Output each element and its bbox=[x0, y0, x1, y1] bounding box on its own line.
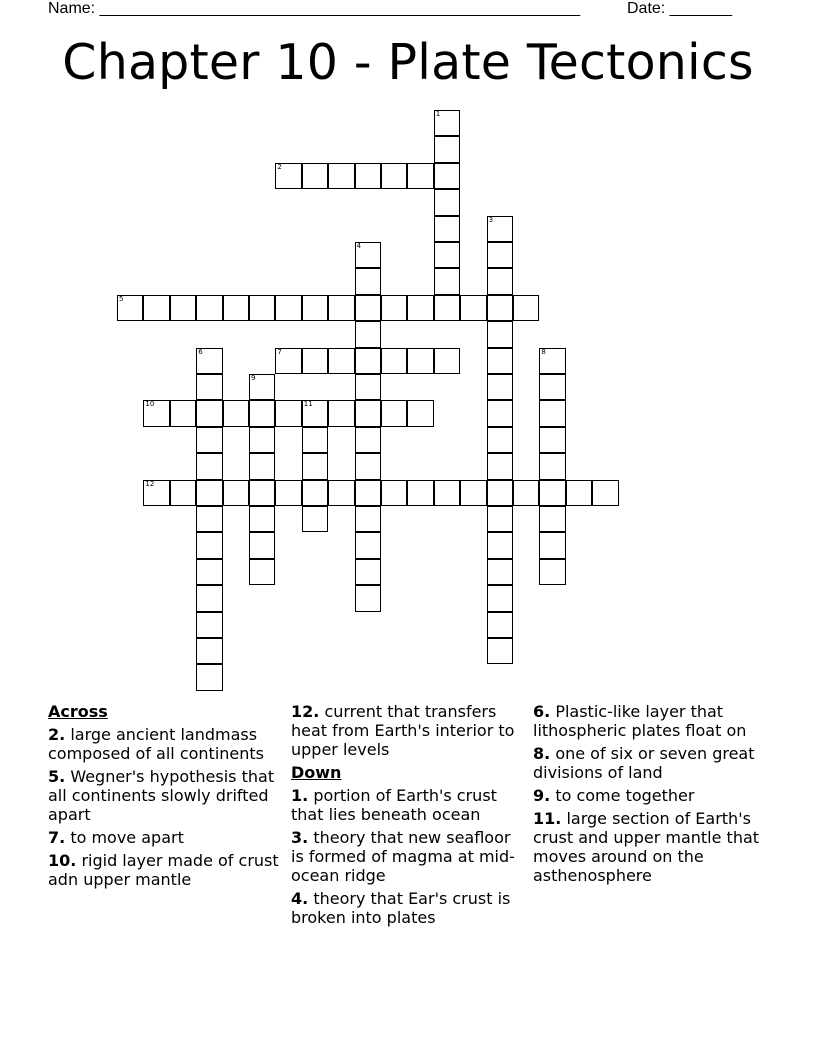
grid-cell[interactable] bbox=[434, 480, 460, 506]
clue-down-6: 6. Plastic-like layer that lithospheric plates float on bbox=[533, 702, 747, 740]
grid-cell[interactable] bbox=[249, 427, 275, 453]
grid-cell[interactable] bbox=[487, 348, 513, 374]
grid-cell[interactable] bbox=[302, 506, 328, 532]
grid-cell[interactable] bbox=[513, 480, 539, 506]
grid-cell[interactable] bbox=[355, 453, 381, 479]
grid-cell[interactable] bbox=[487, 585, 513, 611]
grid-cell[interactable] bbox=[196, 374, 222, 400]
grid-cell[interactable] bbox=[487, 374, 513, 400]
grid-cell[interactable] bbox=[196, 295, 222, 321]
clue-down-1: 1. portion of Earth's crust that lies beneath ocean bbox=[291, 786, 497, 824]
grid-cell[interactable] bbox=[407, 348, 433, 374]
grid-cell[interactable] bbox=[487, 612, 513, 638]
grid-cell[interactable] bbox=[249, 400, 275, 426]
grid-cell[interactable] bbox=[407, 163, 433, 189]
clue-column-1 bbox=[48, 702, 284, 893]
grid-cell[interactable] bbox=[407, 295, 433, 321]
name-label: Name: bbox=[48, 0, 96, 17]
grid-cell[interactable] bbox=[381, 295, 407, 321]
grid-cell[interactable] bbox=[275, 295, 301, 321]
grid-cell[interactable] bbox=[487, 295, 513, 321]
across-heading: Across bbox=[48, 702, 108, 721]
grid-cell[interactable] bbox=[487, 638, 513, 664]
grid-cell[interactable] bbox=[170, 295, 196, 321]
grid-cell[interactable] bbox=[355, 585, 381, 611]
grid-cell[interactable] bbox=[196, 612, 222, 638]
cell-number: 1 bbox=[435, 110, 441, 118]
date-line[interactable]: _______ bbox=[669, 0, 732, 17]
grid-cell[interactable] bbox=[355, 268, 381, 294]
grid-cell[interactable] bbox=[355, 321, 381, 347]
grid-cell[interactable] bbox=[487, 242, 513, 268]
grid-cell[interactable] bbox=[355, 242, 381, 268]
grid-cell[interactable] bbox=[223, 480, 249, 506]
grid-cell[interactable] bbox=[275, 400, 301, 426]
grid-cell[interactable] bbox=[460, 295, 486, 321]
grid-cell[interactable] bbox=[196, 453, 222, 479]
grid-cell[interactable] bbox=[328, 400, 354, 426]
grid-cell[interactable] bbox=[302, 400, 328, 426]
grid-cell[interactable] bbox=[381, 400, 407, 426]
cell-number: 2 bbox=[277, 162, 282, 171]
grid-cell[interactable] bbox=[592, 480, 618, 506]
grid-cell[interactable] bbox=[407, 400, 433, 426]
grid-cell[interactable] bbox=[117, 295, 143, 321]
grid-cell[interactable] bbox=[328, 295, 354, 321]
grid-cell[interactable] bbox=[302, 427, 328, 453]
grid-cell[interactable] bbox=[539, 427, 565, 453]
grid-cell[interactable] bbox=[249, 295, 275, 321]
grid-cell[interactable] bbox=[487, 321, 513, 347]
clue-down-3: 3. theory that new seafloor is formed of magma at mid-ocean ridge bbox=[291, 828, 515, 885]
grid-cell[interactable] bbox=[487, 506, 513, 532]
clue-column-3 bbox=[533, 702, 769, 889]
grid-cell[interactable] bbox=[196, 664, 222, 690]
cell-number: 12 bbox=[145, 479, 155, 488]
clue-across-2: 2. large ancient landmass composed of all continents bbox=[48, 725, 265, 763]
grid-cell[interactable] bbox=[487, 559, 513, 585]
grid-cell[interactable] bbox=[196, 506, 222, 532]
page-title: Chapter 10 - Plate Tectonics bbox=[62, 34, 754, 91]
grid-cell[interactable] bbox=[434, 189, 460, 215]
grid-cell[interactable] bbox=[434, 295, 460, 321]
grid-cell[interactable] bbox=[223, 295, 249, 321]
grid-cell[interactable] bbox=[328, 480, 354, 506]
grid-cell[interactable] bbox=[381, 163, 407, 189]
cell-number: 5 bbox=[119, 294, 124, 303]
cell-number: 7 bbox=[277, 347, 282, 356]
grid-cell[interactable] bbox=[355, 532, 381, 558]
cell-number: 3 bbox=[488, 215, 494, 224]
grid-cell[interactable] bbox=[196, 480, 222, 506]
grid-cell[interactable] bbox=[487, 268, 513, 294]
grid-cell[interactable] bbox=[566, 480, 592, 506]
grid-cell[interactable] bbox=[407, 480, 433, 506]
grid-cell[interactable] bbox=[302, 295, 328, 321]
clue-across-10: 10. rigid layer made of crust adn upper mantle bbox=[48, 851, 279, 889]
grid-cell[interactable] bbox=[539, 453, 565, 479]
grid-cell[interactable] bbox=[539, 374, 565, 400]
grid-cell[interactable] bbox=[143, 480, 169, 506]
cell-number: 6 bbox=[198, 347, 203, 356]
grid-cell[interactable] bbox=[487, 453, 513, 479]
grid-cell[interactable] bbox=[487, 532, 513, 558]
cell-number: 8 bbox=[541, 347, 546, 356]
grid-cell[interactable] bbox=[434, 110, 460, 136]
grid-cell[interactable] bbox=[355, 295, 381, 321]
grid-cell[interactable] bbox=[381, 348, 407, 374]
grid-cell[interactable] bbox=[302, 348, 328, 374]
grid-cell[interactable] bbox=[196, 585, 222, 611]
clue-column-2 bbox=[291, 702, 527, 931]
grid-cell[interactable] bbox=[487, 216, 513, 242]
grid-cell[interactable] bbox=[143, 400, 169, 426]
grid-cell[interactable] bbox=[275, 480, 301, 506]
grid-cell[interactable] bbox=[355, 400, 381, 426]
grid-cell[interactable] bbox=[355, 348, 381, 374]
grid-cell[interactable] bbox=[355, 374, 381, 400]
grid-cell[interactable] bbox=[328, 348, 354, 374]
grid-cell[interactable] bbox=[196, 427, 222, 453]
grid-cell[interactable] bbox=[355, 559, 381, 585]
grid-cell[interactable] bbox=[487, 427, 513, 453]
grid-cell[interactable] bbox=[275, 348, 301, 374]
grid-cell[interactable] bbox=[196, 638, 222, 664]
grid-cell[interactable] bbox=[170, 400, 196, 426]
clue-across-5: 5. Wegner's hypothesis that all continents slowly drifted apart bbox=[48, 767, 275, 824]
grid-cell[interactable] bbox=[302, 480, 328, 506]
grid-cell[interactable] bbox=[487, 400, 513, 426]
grid-cell[interactable] bbox=[249, 506, 275, 532]
grid-cell[interactable] bbox=[249, 480, 275, 506]
clue-across-7: 7. to move apart bbox=[48, 828, 184, 847]
date-label: Date: bbox=[627, 0, 666, 17]
grid-cell[interactable] bbox=[196, 348, 222, 374]
cell-number: 4 bbox=[356, 242, 362, 250]
grid-cell[interactable] bbox=[355, 163, 381, 189]
grid-cell[interactable] bbox=[196, 532, 222, 558]
grid-cell[interactable] bbox=[460, 480, 486, 506]
grid-cell[interactable] bbox=[302, 453, 328, 479]
clue-down-9: 9. to come together bbox=[533, 786, 695, 805]
grid-cell[interactable] bbox=[249, 374, 275, 400]
grid-cell[interactable] bbox=[302, 163, 328, 189]
grid-cell[interactable] bbox=[434, 163, 460, 189]
grid-cell[interactable] bbox=[196, 559, 222, 585]
clue-down-4: 4. theory that Ear's crust is broken into plates bbox=[291, 889, 511, 927]
grid-cell[interactable] bbox=[170, 480, 196, 506]
clue-across-12: 12. current that transfers heat from Earth's interior to upper levels bbox=[291, 702, 515, 759]
grid-cell[interactable] bbox=[249, 453, 275, 479]
grid-cell[interactable] bbox=[223, 400, 249, 426]
grid-cell[interactable] bbox=[434, 216, 460, 242]
clue-down-11: 11. large section of Earth's crust and upper mantle that moves around on the asthenosphere bbox=[533, 809, 760, 885]
name-line[interactable]: ______________________________________________________ bbox=[99, 0, 581, 17]
grid-cell[interactable] bbox=[487, 480, 513, 506]
grid-cell[interactable] bbox=[539, 480, 565, 506]
grid-cell[interactable] bbox=[249, 532, 275, 558]
grid-cell[interactable] bbox=[355, 480, 381, 506]
grid-cell[interactable] bbox=[275, 163, 301, 189]
grid-cell[interactable] bbox=[355, 427, 381, 453]
grid-cell[interactable] bbox=[381, 480, 407, 506]
grid-cell[interactable] bbox=[539, 506, 565, 532]
grid-cell[interactable] bbox=[513, 295, 539, 321]
grid-cell[interactable] bbox=[434, 348, 460, 374]
grid-cell[interactable] bbox=[434, 268, 460, 294]
cell-number: 9 bbox=[251, 374, 256, 382]
grid-cell[interactable] bbox=[143, 295, 169, 321]
grid-cell[interactable] bbox=[539, 559, 565, 585]
grid-cell[interactable] bbox=[355, 506, 381, 532]
clue-down-8: 8. one of six or seven great divisions of land bbox=[533, 744, 755, 782]
grid-cell[interactable] bbox=[539, 532, 565, 558]
grid-cell[interactable] bbox=[434, 136, 460, 162]
grid-cell[interactable] bbox=[196, 400, 222, 426]
down-heading: Down bbox=[291, 763, 342, 782]
grid-cell[interactable] bbox=[249, 559, 275, 585]
cell-number: 11 bbox=[303, 400, 313, 409]
cell-number: 10 bbox=[145, 400, 155, 409]
grid-cell[interactable] bbox=[539, 348, 565, 374]
grid-cell[interactable] bbox=[539, 400, 565, 426]
grid-cell[interactable] bbox=[434, 242, 460, 268]
grid-cell[interactable] bbox=[328, 163, 354, 189]
